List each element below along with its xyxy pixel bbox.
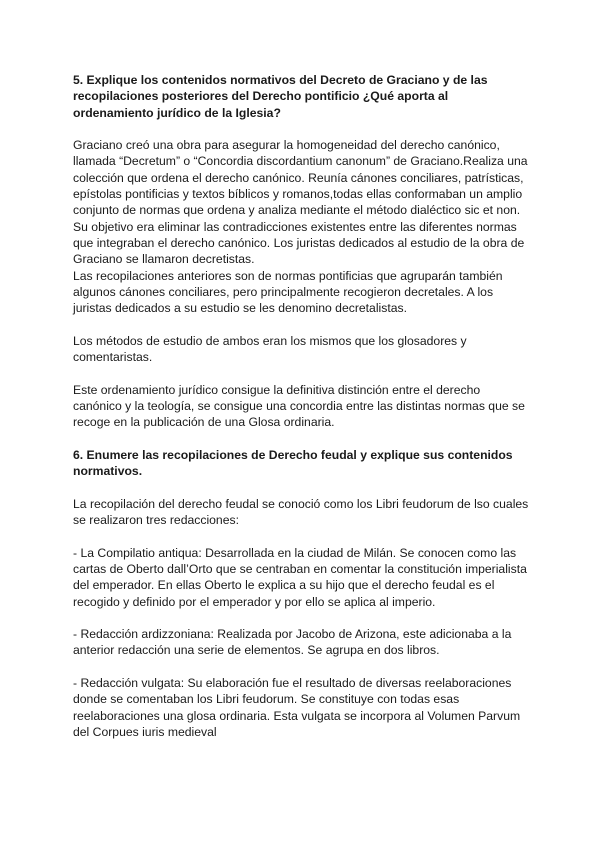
q6-paragraph-vulgata: - Redacción vulgata: Su elaboración fue el resultado de diversas reelaboraciones donde se comentaban los Libri feudorum. Se constituye con todas esas reelaboraciones una glosa ordinaria. Esta vulgata se incorpora al Volumen Parvum del Corpues iuris medieval	[73, 675, 521, 739]
q5-paragraph-metodos: Los métodos de estudio de ambos eran los mismos que los glosadores y comentaristas.	[73, 333, 467, 365]
spacer	[73, 316, 529, 332]
spacer	[73, 659, 529, 675]
question-6-heading: 6. Enumere las recopilaciones de Derecho feudal y explique sus contenidos normativos.	[73, 447, 513, 479]
spacer	[73, 431, 529, 447]
q5-paragraph-graciano: Graciano creó una obra para asegurar la homogeneidad del derecho canónico, llamada “Decretum” o “Concordia discordantium canonum” de Graciano.Realiza una colección que ordena el derecho canónico. Reunía cánones conciliares, patrísticas, epístolas pontificias y textos bíblicos y romanos,todas ellas conformaban un amplio conjunto de normas que ordena y analiza mediante el método dialéctico sic et non. Su objetivo era eliminar las contradicciones existentes entre las diferentes normas que integraban el derecho canónico. Los juristas dedicados al estudio de la obra de Graciano se llamaron decretistas.	[73, 138, 528, 267]
q5-paragraph-ordenamiento: Este ordenamiento jurídico consigue la definitiva distinción entre el derecho canónico y la teología, se consigue una concordia entre las distintas normas que se recoge en la publicación de una Glosa ordinaria.	[73, 382, 525, 430]
spacer	[73, 528, 529, 544]
q6-paragraph-intro: La recopilación del derecho feudal se conoció como los Libri feudorum de lso cuales se realizaron tres redacciones:	[73, 496, 529, 528]
spacer	[73, 121, 529, 137]
q6-paragraph-compilatio-antiqua: - La Compilatio antiqua: Desarrollada en la ciudad de Milán. Se conocen como las cartas de Oberto dall’Orto que se centraban en comentar la constitución imperialista del emperador. En ellas Oberto le explica a su hijo que el derecho feudal es el recogido y definido por el emperador y por ello se aplica al imperio.	[73, 545, 527, 609]
question-5-heading: 5. Explique los contenidos normativos del Decreto de Graciano y de las recopilaciones posteriores del Derecho pontificio ¿Qué aporta al ordenamiento jurídico de la Iglesia?	[73, 73, 488, 120]
spacer	[73, 479, 529, 495]
spacer	[73, 365, 529, 381]
q5-paragraph-recopilaciones: Las recopilaciones anteriores son de normas pontificias que agruparán también algunos cánones conciliares, pero principalmente recogieron decretales. A los juristas dedicados a su estudio se les denomino decretalistas.	[73, 268, 503, 316]
document-page	[73, 72, 529, 740]
spacer	[73, 610, 529, 626]
q6-paragraph-ardizzoniana: - Redacción ardizzoniana: Realizada por Jacobo de Arizona, este adicionaba a la anterior redacción una serie de elementos. Se agrupa en dos libros.	[73, 627, 512, 658]
